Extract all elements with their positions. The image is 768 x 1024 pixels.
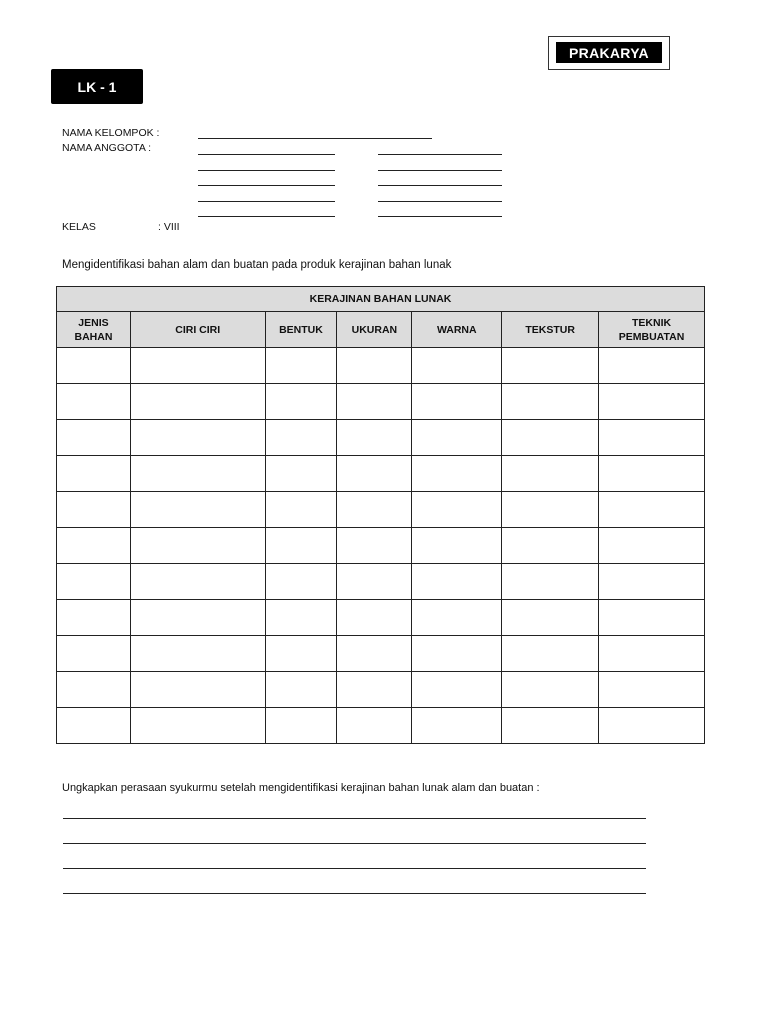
- table-cell[interactable]: [599, 492, 705, 528]
- column-header: WARNA: [412, 312, 502, 348]
- table-cell[interactable]: [502, 420, 599, 456]
- table-cell[interactable]: [412, 492, 502, 528]
- class-value: : VIII: [158, 221, 180, 233]
- table-cell[interactable]: [599, 564, 705, 600]
- instruction-text: Mengidentifikasi bahan alam dan buatan pada produk kerajinan bahan lunak: [62, 259, 452, 271]
- member-name-field[interactable]: [198, 201, 335, 202]
- table-cell[interactable]: [412, 672, 502, 708]
- reflection-answer-line[interactable]: [63, 818, 646, 819]
- table-cell[interactable]: [130, 528, 265, 564]
- table-cell[interactable]: [265, 564, 337, 600]
- class-label: KELAS: [62, 221, 96, 233]
- table-cell[interactable]: [337, 492, 412, 528]
- table-cell[interactable]: [265, 708, 337, 744]
- table-cell[interactable]: [599, 420, 705, 456]
- table-row: [57, 564, 705, 600]
- column-header: CIRI CIRI: [130, 312, 265, 348]
- member-name-field[interactable]: [378, 216, 502, 217]
- table-cell[interactable]: [502, 708, 599, 744]
- table-cell[interactable]: [412, 600, 502, 636]
- table-row: [57, 420, 705, 456]
- reflection-prompt: Ungkapkan perasaan syukurmu setelah mengidentifikasi kerajinan bahan lunak alam dan buatan :: [62, 782, 540, 794]
- table-cell[interactable]: [57, 420, 131, 456]
- subject-badge: [548, 36, 670, 70]
- table-cell[interactable]: [599, 528, 705, 564]
- table-row: [57, 600, 705, 636]
- table-cell[interactable]: [502, 564, 599, 600]
- reflection-answer-line[interactable]: [63, 893, 646, 894]
- table-row: [57, 384, 705, 420]
- table-cell[interactable]: [502, 528, 599, 564]
- member-name-field[interactable]: [378, 170, 502, 171]
- column-header: TEKSTUR: [502, 312, 599, 348]
- table-cell[interactable]: [502, 672, 599, 708]
- column-header: JENIS BAHAN: [57, 312, 131, 348]
- table-cell[interactable]: [502, 384, 599, 420]
- table-cell[interactable]: [412, 456, 502, 492]
- table-cell[interactable]: [599, 636, 705, 672]
- table-cell[interactable]: [57, 384, 131, 420]
- table-cell[interactable]: [57, 348, 131, 384]
- table-cell[interactable]: [502, 456, 599, 492]
- table-cell[interactable]: [599, 384, 705, 420]
- table-cell[interactable]: [337, 384, 412, 420]
- table-cell[interactable]: [130, 672, 265, 708]
- table-cell[interactable]: [265, 456, 337, 492]
- column-header: UKURAN: [337, 312, 412, 348]
- member-name-field[interactable]: [198, 170, 335, 171]
- table-cell[interactable]: [265, 420, 337, 456]
- table-cell[interactable]: [337, 456, 412, 492]
- table-row: [57, 672, 705, 708]
- table-cell[interactable]: [57, 636, 131, 672]
- table-cell[interactable]: [265, 600, 337, 636]
- table-row: [57, 708, 705, 744]
- table-cell[interactable]: [130, 348, 265, 384]
- table-cell[interactable]: [130, 456, 265, 492]
- table-cell[interactable]: [337, 420, 412, 456]
- subject-label: PRAKARYA: [556, 42, 662, 63]
- table-cell[interactable]: [130, 636, 265, 672]
- table-cell[interactable]: [337, 672, 412, 708]
- table-row: [57, 348, 705, 384]
- table-cell[interactable]: [265, 672, 337, 708]
- table-cell[interactable]: [412, 384, 502, 420]
- table-cell[interactable]: [412, 528, 502, 564]
- table-cell[interactable]: [265, 492, 337, 528]
- table-cell[interactable]: [57, 564, 131, 600]
- table-title: KERAJINAN BAHAN LUNAK: [57, 287, 705, 312]
- table-cell[interactable]: [130, 600, 265, 636]
- members-label: NAMA ANGGOTA :: [62, 142, 152, 154]
- craft-identification-table: [56, 286, 705, 744]
- table-cell[interactable]: [265, 528, 337, 564]
- table-cell[interactable]: [130, 708, 265, 744]
- table-cell[interactable]: [130, 384, 265, 420]
- table-row: [57, 456, 705, 492]
- reflection-answer-line[interactable]: [63, 843, 646, 844]
- table-cell[interactable]: [599, 348, 705, 384]
- table-row: [57, 492, 705, 528]
- group-name-field[interactable]: [198, 138, 432, 139]
- table-cell[interactable]: [337, 600, 412, 636]
- table-cell[interactable]: [502, 636, 599, 672]
- table-cell[interactable]: [57, 528, 131, 564]
- table-cell[interactable]: [337, 528, 412, 564]
- table-cell[interactable]: [57, 492, 131, 528]
- table-cell[interactable]: [599, 672, 705, 708]
- table-cell[interactable]: [57, 672, 131, 708]
- reflection-answer-line[interactable]: [63, 868, 646, 869]
- table-cell[interactable]: [412, 348, 502, 384]
- table-cell[interactable]: [412, 564, 502, 600]
- table-cell[interactable]: [57, 708, 131, 744]
- table-cell[interactable]: [599, 456, 705, 492]
- table-cell[interactable]: [337, 636, 412, 672]
- member-name-field[interactable]: [198, 216, 335, 217]
- table-cell[interactable]: [599, 708, 705, 744]
- table-cell[interactable]: [57, 600, 131, 636]
- column-header: BENTUK: [265, 312, 337, 348]
- table-cell[interactable]: [412, 708, 502, 744]
- table-row: [57, 636, 705, 672]
- table-cell[interactable]: [337, 348, 412, 384]
- table-cell[interactable]: [502, 348, 599, 384]
- table-cell[interactable]: [130, 564, 265, 600]
- table-cell[interactable]: [599, 600, 705, 636]
- table-cell[interactable]: [337, 564, 412, 600]
- table-cell[interactable]: [337, 708, 412, 744]
- member-name-field[interactable]: [378, 201, 502, 202]
- table-cell[interactable]: [265, 348, 337, 384]
- member-name-field[interactable]: [198, 154, 335, 155]
- table-cell[interactable]: [265, 384, 337, 420]
- sheet-code-badge: LK - 1: [51, 69, 143, 104]
- column-header: TEKNIK PEMBUATAN: [599, 312, 705, 348]
- table-cell[interactable]: [412, 636, 502, 672]
- table-cell[interactable]: [130, 492, 265, 528]
- member-name-field[interactable]: [198, 185, 335, 186]
- table-cell[interactable]: [502, 600, 599, 636]
- member-name-field[interactable]: [378, 185, 502, 186]
- group-name-label: NAMA KELOMPOK :: [62, 127, 160, 139]
- table-cell[interactable]: [412, 420, 502, 456]
- table-cell[interactable]: [502, 492, 599, 528]
- table-cell[interactable]: [265, 636, 337, 672]
- table-cell[interactable]: [130, 420, 265, 456]
- table-row: [57, 528, 705, 564]
- member-name-field[interactable]: [378, 154, 502, 155]
- table-cell[interactable]: [57, 456, 131, 492]
